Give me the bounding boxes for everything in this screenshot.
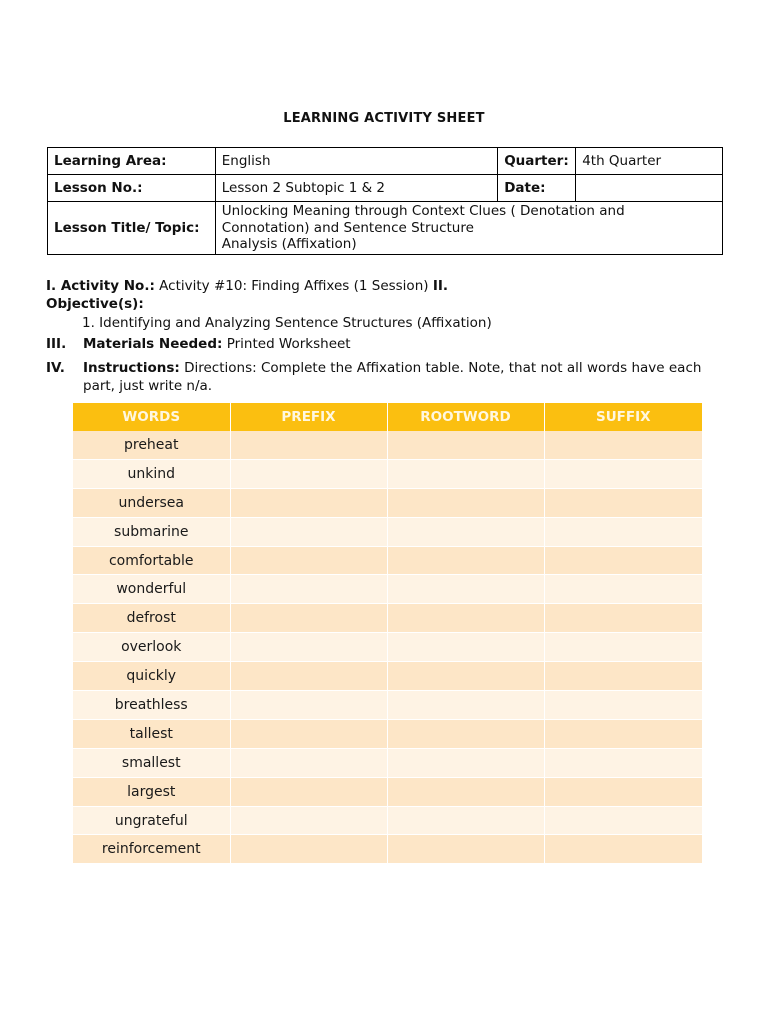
suffix-cell[interactable]	[544, 604, 702, 633]
quarter-value: 4th Quarter	[576, 148, 723, 175]
page-title: LEARNING ACTIVITY SHEET	[283, 111, 485, 126]
suffix-cell[interactable]	[544, 459, 702, 488]
rootword-cell[interactable]	[387, 459, 544, 488]
materials-number: III.	[46, 336, 67, 352]
lesson-title-value	[215, 202, 722, 255]
objective-label: Objective(s):	[46, 296, 144, 312]
word-cell: tallest	[73, 719, 230, 748]
learning-area-label: Learning Area:	[48, 148, 216, 175]
word-cell: defrost	[73, 604, 230, 633]
word-cell: ungrateful	[73, 806, 230, 835]
suffix-cell[interactable]	[544, 662, 702, 691]
word-cell: comfortable	[73, 546, 230, 575]
prefix-cell[interactable]	[230, 575, 387, 604]
suffix-cell[interactable]	[544, 835, 702, 864]
table-row	[73, 662, 702, 691]
date-label: Date:	[498, 175, 576, 202]
lesson-title-line: Connotation) and Sentence Structure	[221, 219, 474, 236]
suffix-cell[interactable]	[544, 777, 702, 806]
table-row	[73, 604, 702, 633]
info-row-lesson-title	[48, 202, 723, 255]
lesson-title-line: Unlocking Meaning through Context Clues ( Denotation and	[221, 203, 625, 220]
learning-area-value: English	[215, 148, 497, 175]
header-suffix: SUFFIX	[544, 403, 702, 431]
prefix-cell[interactable]	[230, 517, 387, 546]
quarter-label: Quarter:	[498, 148, 576, 175]
instructions-number: IV.	[46, 360, 65, 376]
rootword-cell[interactable]	[387, 748, 544, 777]
header-prefix: PREFIX	[230, 403, 387, 431]
rootword-cell[interactable]	[387, 777, 544, 806]
word-cell: unkind	[73, 459, 230, 488]
table-row	[73, 691, 702, 720]
affixation-table	[73, 403, 702, 864]
prefix-cell[interactable]	[230, 459, 387, 488]
rootword-cell[interactable]	[387, 517, 544, 546]
materials-section	[46, 335, 726, 353]
suffix-cell[interactable]	[544, 719, 702, 748]
rootword-cell[interactable]	[387, 546, 544, 575]
prefix-cell[interactable]	[230, 633, 387, 662]
suffix-cell[interactable]	[544, 748, 702, 777]
word-cell: breathless	[73, 691, 230, 720]
word-cell: quickly	[73, 662, 230, 691]
suffix-cell[interactable]	[544, 633, 702, 662]
rootword-cell[interactable]	[387, 719, 544, 748]
rootword-cell[interactable]	[387, 633, 544, 662]
prefix-cell[interactable]	[230, 719, 387, 748]
prefix-cell[interactable]	[230, 748, 387, 777]
rootword-cell[interactable]	[387, 806, 544, 835]
table-row	[73, 488, 702, 517]
lesson-info-table	[47, 147, 723, 255]
prefix-cell[interactable]	[230, 488, 387, 517]
suffix-cell[interactable]	[544, 517, 702, 546]
objective-number: II.	[432, 278, 449, 294]
word-cell: largest	[73, 777, 230, 806]
prefix-cell[interactable]	[230, 777, 387, 806]
table-row	[73, 459, 702, 488]
date-value	[576, 175, 723, 202]
prefix-cell[interactable]	[230, 546, 387, 575]
prefix-cell[interactable]	[230, 835, 387, 864]
prefix-cell[interactable]	[230, 806, 387, 835]
suffix-cell[interactable]	[544, 691, 702, 720]
word-cell: wonderful	[73, 575, 230, 604]
header-rootword: ROOTWORD	[387, 403, 544, 431]
table-row	[73, 546, 702, 575]
instructions-value: Directions: Complete the Affixation table. Note, that not all words have each part, just write n/a.	[83, 360, 702, 394]
lesson-no-label: Lesson No.:	[48, 175, 216, 202]
word-cell: preheat	[73, 431, 230, 459]
prefix-cell[interactable]	[230, 662, 387, 691]
instructions-section	[46, 359, 726, 395]
word-cell: overlook	[73, 633, 230, 662]
info-row-learning-area	[48, 148, 723, 175]
activity-label: I. Activity No.:	[46, 278, 155, 294]
suffix-cell[interactable]	[544, 575, 702, 604]
suffix-cell[interactable]	[544, 488, 702, 517]
lesson-title-label: Lesson Title/ Topic:	[48, 202, 216, 255]
prefix-cell[interactable]	[230, 431, 387, 459]
table-row	[73, 517, 702, 546]
rootword-cell[interactable]	[387, 431, 544, 459]
lesson-title-line: Analysis (Affixation)	[221, 236, 357, 253]
materials-label: Materials Needed:	[83, 336, 223, 352]
table-row	[73, 633, 702, 662]
table-row	[73, 835, 702, 864]
suffix-cell[interactable]	[544, 546, 702, 575]
table-row	[73, 719, 702, 748]
instructions-label: Instructions:	[83, 360, 180, 376]
materials-value: Printed Worksheet	[226, 336, 351, 352]
table-row	[73, 806, 702, 835]
affixation-header-row	[73, 403, 702, 431]
prefix-cell[interactable]	[230, 604, 387, 633]
lesson-no-value: Lesson 2 Subtopic 1 & 2	[215, 175, 497, 202]
activity-section	[46, 277, 726, 295]
rootword-cell[interactable]	[387, 835, 544, 864]
rootword-cell[interactable]	[387, 488, 544, 517]
word-cell: submarine	[73, 517, 230, 546]
rootword-cell[interactable]	[387, 691, 544, 720]
word-cell: smallest	[73, 748, 230, 777]
table-row	[73, 431, 702, 459]
word-cell: reinforcement	[73, 835, 230, 864]
rootword-cell[interactable]	[387, 575, 544, 604]
table-row	[73, 777, 702, 806]
table-row	[73, 748, 702, 777]
info-row-lesson-no	[48, 175, 723, 202]
objective-item: 1. Identifying and Analyzing Sentence Structures (Affixation)	[82, 315, 492, 331]
word-cell: undersea	[73, 488, 230, 517]
header-words: WORDS	[73, 403, 230, 431]
rootword-cell[interactable]	[387, 662, 544, 691]
table-row	[73, 575, 702, 604]
rootword-cell[interactable]	[387, 604, 544, 633]
activity-value: Activity #10: Finding Affixes (1 Session)	[159, 278, 429, 294]
suffix-cell[interactable]	[544, 806, 702, 835]
suffix-cell[interactable]	[544, 431, 702, 459]
prefix-cell[interactable]	[230, 691, 387, 720]
